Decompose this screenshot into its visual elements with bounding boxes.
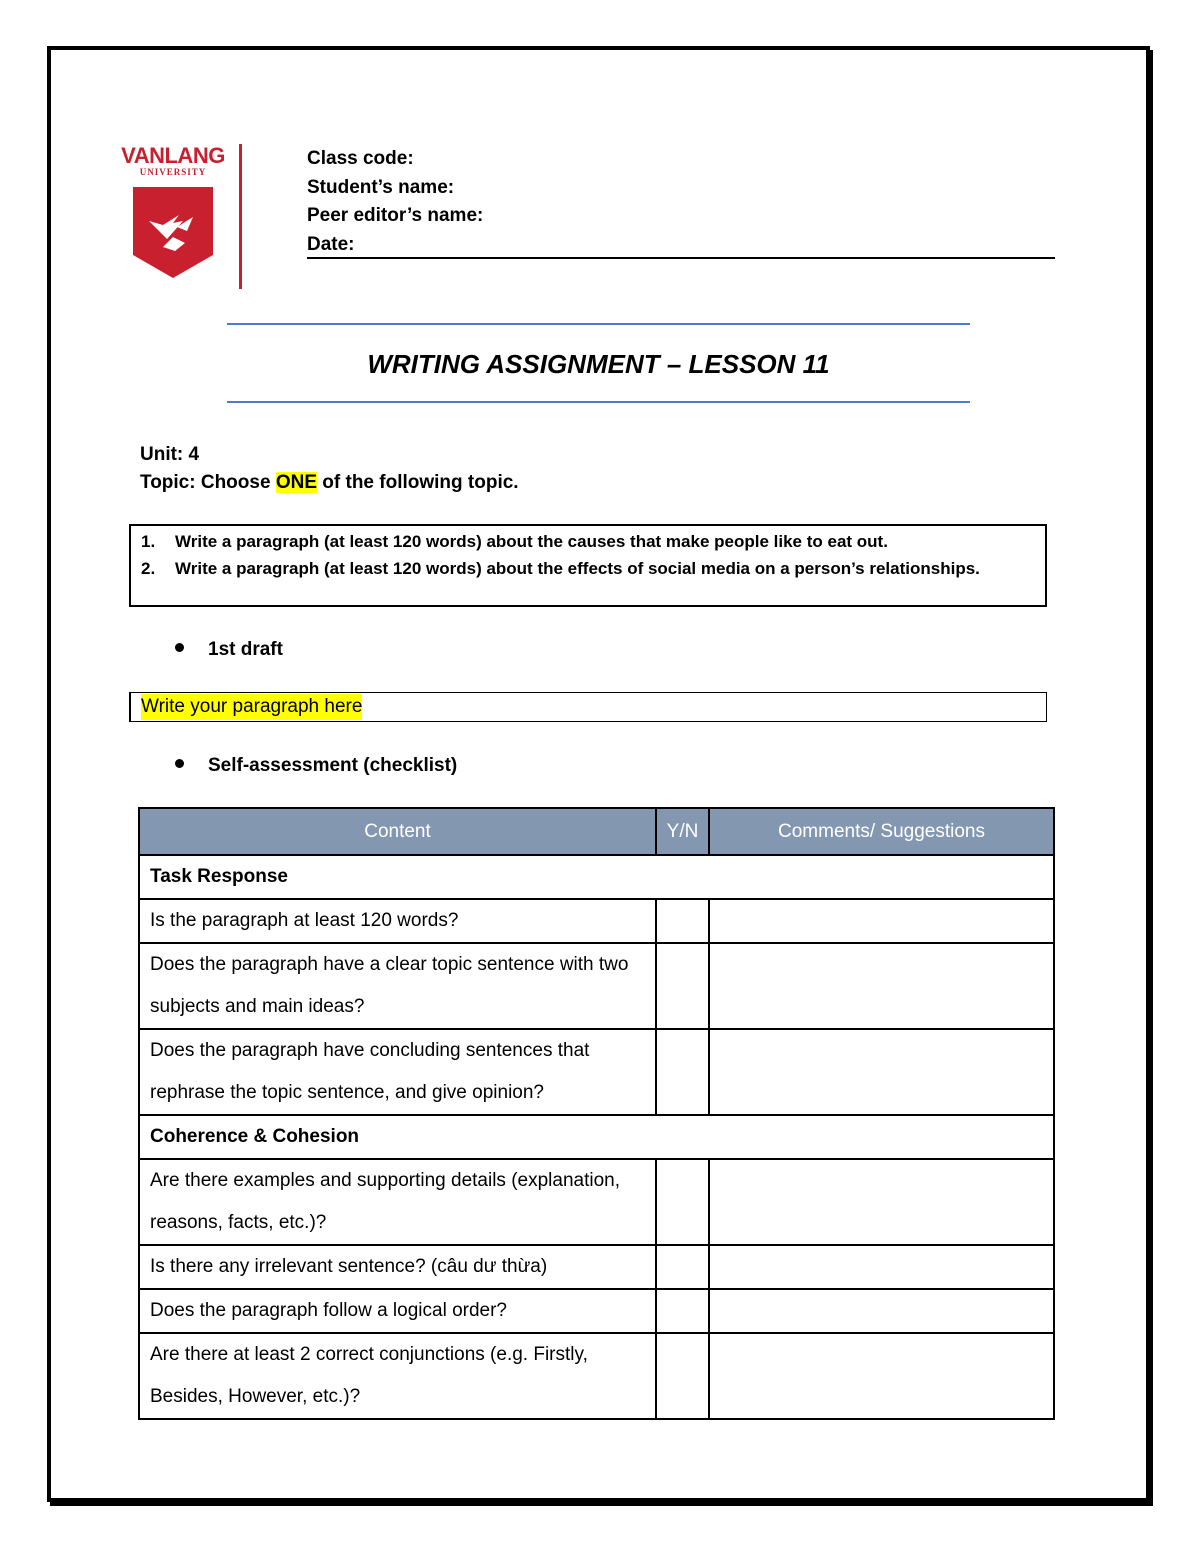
topic-number: 2. (141, 559, 156, 578)
self-assessment-bullet (175, 752, 457, 780)
topic-number: 1. (141, 532, 156, 551)
table-header-row (139, 808, 1054, 855)
vanlang-logo (112, 144, 247, 289)
topic-suffix: of the following topic. (317, 472, 519, 493)
topic-text: Write a paragraph (at least 120 words) about the causes that make people like to eat out. (175, 532, 888, 551)
table-row (139, 943, 1054, 1029)
paragraph-placeholder: Write your paragraph here (141, 694, 362, 720)
unit-label: Unit: 4 (140, 444, 200, 465)
logo-subtitle: UNIVERSITY (139, 167, 207, 177)
topics-box (129, 524, 1047, 607)
logo-wordmark: VANLANG (121, 143, 225, 168)
section-row (139, 855, 1054, 899)
text-cursor (129, 692, 131, 722)
table-row (139, 1289, 1054, 1333)
bullet-icon (175, 643, 184, 652)
shield-icon (133, 187, 213, 278)
question-cell: Does the paragraph have concluding sentences that rephrase the topic sentence, and give opinion? (139, 1029, 656, 1115)
topic-prefix: Topic: Choose (140, 472, 276, 493)
yn-cell[interactable] (656, 1245, 709, 1289)
page-title: WRITING ASSIGNMENT – LESSON 11 (367, 349, 830, 379)
question-cell: Does the paragraph follow a logical order? (139, 1289, 656, 1333)
question-cell: Are there at least 2 correct conjunctions (e.g. Firstly, Besides, However, etc.)? (139, 1333, 656, 1419)
question-cell: Is the paragraph at least 120 words? (139, 899, 656, 943)
table-row (139, 1333, 1054, 1419)
title-rule-top (227, 323, 970, 325)
comment-cell[interactable] (709, 1029, 1054, 1115)
checklist-table (138, 807, 1055, 1420)
yn-cell[interactable] (656, 899, 709, 943)
self-assessment-label: Self-assessment (checklist) (208, 755, 458, 776)
class-code-label: Class code: (307, 148, 414, 169)
comment-cell[interactable] (709, 943, 1054, 1029)
topic-item (141, 529, 1015, 554)
peer-editor-label: Peer editor’s name: (307, 205, 484, 226)
section-row (139, 1115, 1054, 1159)
draft-label: 1st draft (208, 639, 283, 660)
section-title: Task Response (139, 855, 1054, 899)
bullet-icon (175, 759, 184, 768)
comment-cell[interactable] (709, 1159, 1054, 1245)
question-cell: Is there any irrelevant sentence? (câu dư thừa) (139, 1245, 656, 1289)
yn-cell[interactable] (656, 1333, 709, 1419)
header-yn: Y/N (656, 808, 709, 855)
yn-cell[interactable] (656, 1289, 709, 1333)
section-title: Coherence & Cohesion (139, 1115, 1054, 1159)
question-cell: Are there examples and supporting details (explanation, reasons, facts, etc.)? (139, 1159, 656, 1245)
header-comments: Comments/ Suggestions (709, 808, 1054, 855)
comment-cell[interactable] (709, 1333, 1054, 1419)
header-fields (307, 145, 1055, 259)
yn-cell[interactable] (656, 943, 709, 1029)
yn-cell[interactable] (656, 1159, 709, 1245)
table-row (139, 899, 1054, 943)
question-cell: Does the paragraph have a clear topic sentence with two subjects and main ideas? (139, 943, 656, 1029)
header-rule (307, 257, 1055, 259)
header-content: Content (139, 808, 656, 855)
comment-cell[interactable] (709, 1245, 1054, 1289)
topic-instruction (140, 469, 519, 497)
date-label: Date: (307, 233, 355, 255)
title-rule-bottom (227, 401, 970, 403)
logo-divider (239, 144, 242, 289)
student-name-label: Student’s name: (307, 176, 455, 198)
topic-text: Write a paragraph (at least 120 words) about the effects of social media on a person’s relationships. (175, 559, 980, 578)
table-row (139, 1029, 1054, 1115)
topic-highlight: ONE (275, 472, 317, 493)
draft-bullet (175, 636, 283, 664)
topic-item (141, 556, 1015, 581)
yn-cell[interactable] (656, 1029, 709, 1115)
table-row (139, 1159, 1054, 1245)
table-row (139, 1245, 1054, 1289)
comment-cell[interactable] (709, 1289, 1054, 1333)
comment-cell[interactable] (709, 899, 1054, 943)
